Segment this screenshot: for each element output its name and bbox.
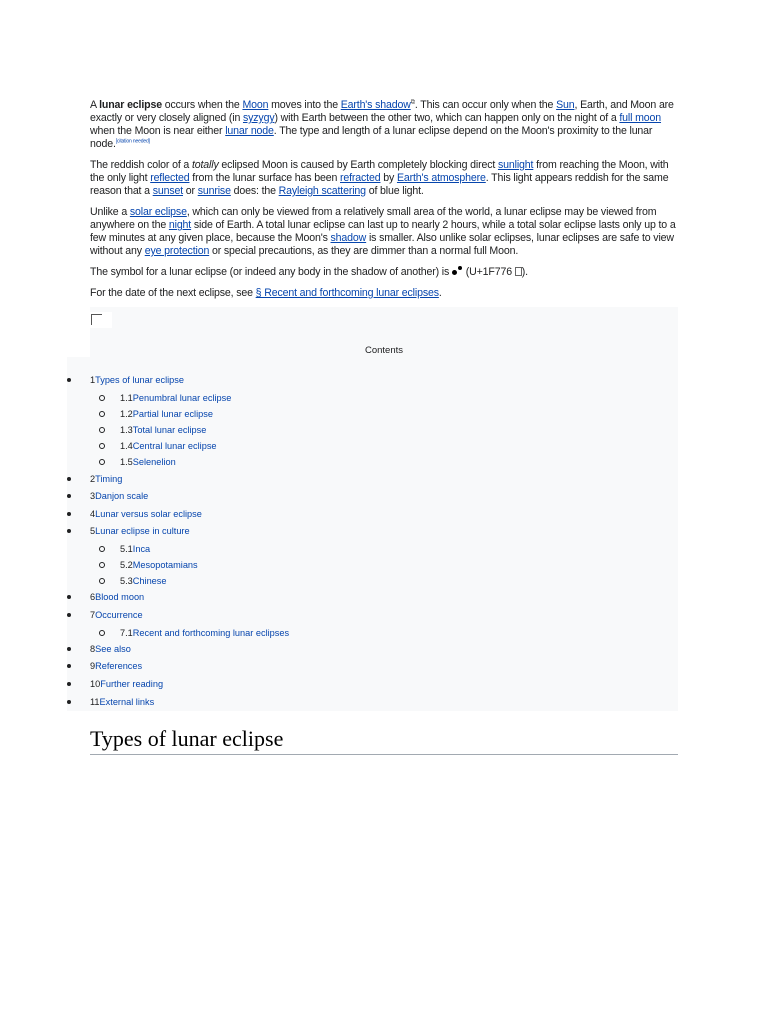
lunar-eclipse-symbol-icon <box>452 266 463 275</box>
text: from the lunar surface has been <box>189 172 340 184</box>
toc-number: 8 <box>90 643 96 654</box>
toc-entry <box>120 393 231 403</box>
toc-number: 7 <box>90 610 96 621</box>
text: Unlike a <box>90 206 130 218</box>
link-sun[interactable]: Sun <box>556 99 575 111</box>
toc-item-1-4[interactable] <box>67 442 667 458</box>
bullet-icon <box>67 512 71 516</box>
link-shadow[interactable]: shadow <box>330 232 367 244</box>
toc-number: 3 <box>90 491 96 502</box>
toc-item-7-1[interactable] <box>67 629 667 645</box>
text: , which can only be viewed from a relatively small area of the world, a lunar eclipse may be viewed from anywhere on the <box>90 206 657 231</box>
circle-bullet-icon <box>99 443 105 449</box>
bullet-icon <box>67 700 71 704</box>
bullet-icon <box>67 613 71 617</box>
link-lunar-node[interactable]: lunar node <box>225 125 274 137</box>
link-eye-protection[interactable]: eye protection <box>144 245 210 257</box>
toc-entry <box>120 544 150 554</box>
link-earths-atmosphere[interactable]: Earth's atmosphere <box>396 172 486 184</box>
toc-link[interactable]: External links <box>99 696 155 707</box>
text: For the date of the next eclipse, see <box>90 287 256 299</box>
link-night[interactable]: night <box>168 219 192 231</box>
toc-link[interactable]: Further reading <box>100 679 164 690</box>
toc-link[interactable]: Chinese <box>132 576 167 587</box>
toc-item-1-3[interactable] <box>67 426 667 442</box>
toc-link[interactable]: Total lunar eclipse <box>132 424 207 435</box>
toc-link[interactable]: Inca <box>132 543 151 554</box>
toc-entry <box>90 526 190 536</box>
circle-bullet-icon <box>99 562 105 568</box>
toc-entry <box>90 491 148 501</box>
toc-number: 1.1 <box>120 392 133 403</box>
toc-link[interactable]: Lunar eclipse in culture <box>95 526 190 537</box>
article-body <box>90 99 678 308</box>
text: A <box>90 99 100 111</box>
link-sunlight[interactable]: sunlight <box>497 159 534 171</box>
text: ) with Earth between the other two, which can happen only on the night of a <box>274 112 620 124</box>
toc-number: 10 <box>90 679 101 690</box>
text: does: the <box>230 185 279 197</box>
text: from reaching the Moon, with the only light <box>90 159 669 184</box>
link-refracted[interactable]: refracted <box>340 172 381 184</box>
toc-link[interactable]: Occurrence <box>95 610 143 621</box>
bullet-icon <box>67 378 71 382</box>
toc-link[interactable]: References <box>95 661 143 672</box>
toc-list <box>67 376 667 715</box>
toc-entry <box>120 409 213 419</box>
toc-corner <box>67 307 90 357</box>
toc-item-5[interactable] <box>67 527 667 545</box>
text: when the Moon is near either <box>90 125 226 137</box>
toc-item-6[interactable] <box>67 593 667 611</box>
bullet-icon <box>67 647 71 651</box>
text: is smaller. Also unlike solar eclipses, lunar eclipses are safe to view without any <box>90 232 674 257</box>
toc-entry <box>90 697 154 707</box>
toc-link[interactable]: Recent and forthcoming lunar eclipses <box>132 627 290 638</box>
toc-entry <box>120 457 176 467</box>
circle-bullet-icon <box>99 546 105 552</box>
toc-entry <box>120 560 198 570</box>
link-full-moon[interactable]: full moon <box>619 112 662 124</box>
circle-bullet-icon <box>99 427 105 433</box>
intro-paragraph-5 <box>90 287 678 300</box>
toc-entry <box>90 592 144 602</box>
toc-link[interactable]: Penumbral lunar eclipse <box>132 392 232 403</box>
link-solar-eclipse[interactable]: solar eclipse <box>129 206 187 218</box>
intro-paragraph-1 <box>90 99 678 151</box>
toc-entry <box>90 375 184 385</box>
intro-paragraph-4 <box>90 266 678 279</box>
text: or <box>183 185 198 197</box>
section-heading: Types of lunar eclipse <box>90 726 678 755</box>
link-syzygy[interactable]: syzygy <box>242 112 275 124</box>
bullet-icon <box>67 664 71 668</box>
toc-number: 1 <box>90 375 96 385</box>
toc-number: 1.5 <box>120 457 133 468</box>
toc-entry <box>90 509 202 519</box>
text: . This light appears reddish for the same reason that a <box>90 172 669 197</box>
toc-item-1-5[interactable] <box>67 458 667 474</box>
toc-number: 2 <box>90 473 96 484</box>
toc-item-10[interactable] <box>67 680 667 698</box>
bullet-icon <box>67 477 71 481</box>
toc-item-5-2[interactable] <box>67 561 667 577</box>
toc-number: 5.3 <box>120 576 133 587</box>
text: moves into the <box>268 99 341 111</box>
external-link-icon: ⧉ <box>410 99 415 106</box>
toc-entry <box>120 425 206 435</box>
text: (U+1F776 <box>462 266 515 278</box>
text: , Earth, and Moon are exactly or very closely aligned (in <box>90 99 674 124</box>
toc-item-5-3[interactable] <box>67 577 667 593</box>
toc-entry <box>90 610 143 620</box>
toc-item-9[interactable] <box>67 662 667 680</box>
checkbox-icon <box>91 314 102 325</box>
toc-entry <box>90 661 142 671</box>
text: . The type and length of a lunar eclipse depend on the Moon's proximity to the lunar node. <box>90 125 653 150</box>
toc-link[interactable]: See also <box>95 643 131 654</box>
toc-link[interactable]: Mesopotamians <box>132 560 198 571</box>
bullet-icon <box>67 595 71 599</box>
text: side of Earth. A total lunar eclipse can last up to nearly 2 hours, while a total solar eclipse lasts only up to a few minutes at any given place, because the Moon's <box>90 219 676 244</box>
toc-item-8[interactable] <box>67 645 667 663</box>
text: of blue light. <box>365 185 424 197</box>
toc-item-3[interactable] <box>67 492 667 510</box>
toc-entry <box>90 679 163 689</box>
toc-number: 11 <box>90 696 100 707</box>
text: The reddish color of a <box>90 159 192 171</box>
circle-bullet-icon <box>99 395 105 401</box>
link-rayleigh-scattering[interactable]: Rayleigh scattering <box>278 185 366 197</box>
toc-number: 1.3 <box>120 424 133 435</box>
toc-toggle-checkbox[interactable] <box>90 312 112 328</box>
toc-link[interactable]: Selenelion <box>132 457 176 468</box>
toc-link[interactable]: Lunar versus solar eclipse <box>95 508 202 519</box>
toc-number: 7.1 <box>120 627 133 638</box>
toc-number: 1.2 <box>120 408 133 419</box>
toc-title: Contents <box>364 345 404 356</box>
toc-item-7[interactable] <box>67 611 667 629</box>
link-reflected[interactable]: reflected <box>150 172 190 184</box>
text: or special precautions, as they are dimmer than a normal full Moon. <box>209 245 519 257</box>
toc-item-1[interactable] <box>67 376 667 394</box>
link-earths-shadow[interactable]: Earth's shadow <box>340 99 411 111</box>
link-recent-eclipses[interactable]: § Recent and forthcoming lunar eclipses <box>255 287 439 299</box>
toc-item-5-1[interactable] <box>67 545 667 561</box>
bullet-icon <box>67 529 71 533</box>
link-sunrise[interactable]: sunrise <box>197 185 231 197</box>
intro-paragraph-2 <box>90 159 678 198</box>
toc-item-2[interactable] <box>67 475 667 493</box>
text: eclipsed Moon is caused by Earth completely blocking direct <box>218 159 498 171</box>
toc-item-1-1[interactable] <box>67 394 667 410</box>
toc-link[interactable]: Central lunar eclipse <box>132 441 217 452</box>
missing-glyph-icon <box>515 267 522 276</box>
toc-link[interactable]: Types of lunar eclipse <box>95 375 184 385</box>
toc-number: 4 <box>90 508 96 519</box>
toc-link[interactable]: Blood moon <box>95 592 145 603</box>
toc-item-11[interactable] <box>67 698 667 716</box>
toc-link[interactable]: Partial lunar eclipse <box>132 408 213 419</box>
bold-term: lunar eclipse <box>99 99 162 111</box>
bullet-icon <box>67 494 71 498</box>
citation-needed-link[interactable]: [citation needed] <box>115 138 150 145</box>
circle-bullet-icon <box>99 630 105 636</box>
toc-item-4[interactable] <box>67 510 667 528</box>
toc-entry <box>90 474 122 484</box>
text: The symbol for a lunar eclipse (or indeed any body in the shadow of another) is <box>90 266 452 278</box>
toc-number: 1.4 <box>120 441 133 452</box>
text: . This can occur only when the <box>414 99 557 111</box>
circle-bullet-icon <box>99 459 105 465</box>
link-sunset[interactable]: sunset <box>152 185 183 197</box>
text: by <box>380 172 397 184</box>
toc-number: 5 <box>90 526 96 537</box>
toc-entry <box>120 441 217 451</box>
text: . <box>438 287 442 299</box>
italic-term: totally <box>191 159 219 171</box>
toc-number: 9 <box>90 661 96 672</box>
toc-number: 5.1 <box>120 543 133 554</box>
text: ). <box>521 266 528 278</box>
bullet-icon <box>67 682 71 686</box>
circle-bullet-icon <box>99 578 105 584</box>
toc-number: 6 <box>90 592 96 603</box>
intro-paragraph-3 <box>90 206 678 258</box>
toc-item-1-2[interactable] <box>67 410 667 426</box>
toc-link[interactable]: Timing <box>95 473 123 484</box>
toc-entry <box>120 628 289 638</box>
link-moon[interactable]: Moon <box>242 99 269 111</box>
circle-bullet-icon <box>99 411 105 417</box>
text: occurs when the <box>161 99 243 111</box>
toc-link[interactable]: Danjon scale <box>95 491 149 502</box>
toc-entry <box>90 644 131 654</box>
toc-number: 5.2 <box>120 560 133 571</box>
toc-entry <box>120 576 167 586</box>
